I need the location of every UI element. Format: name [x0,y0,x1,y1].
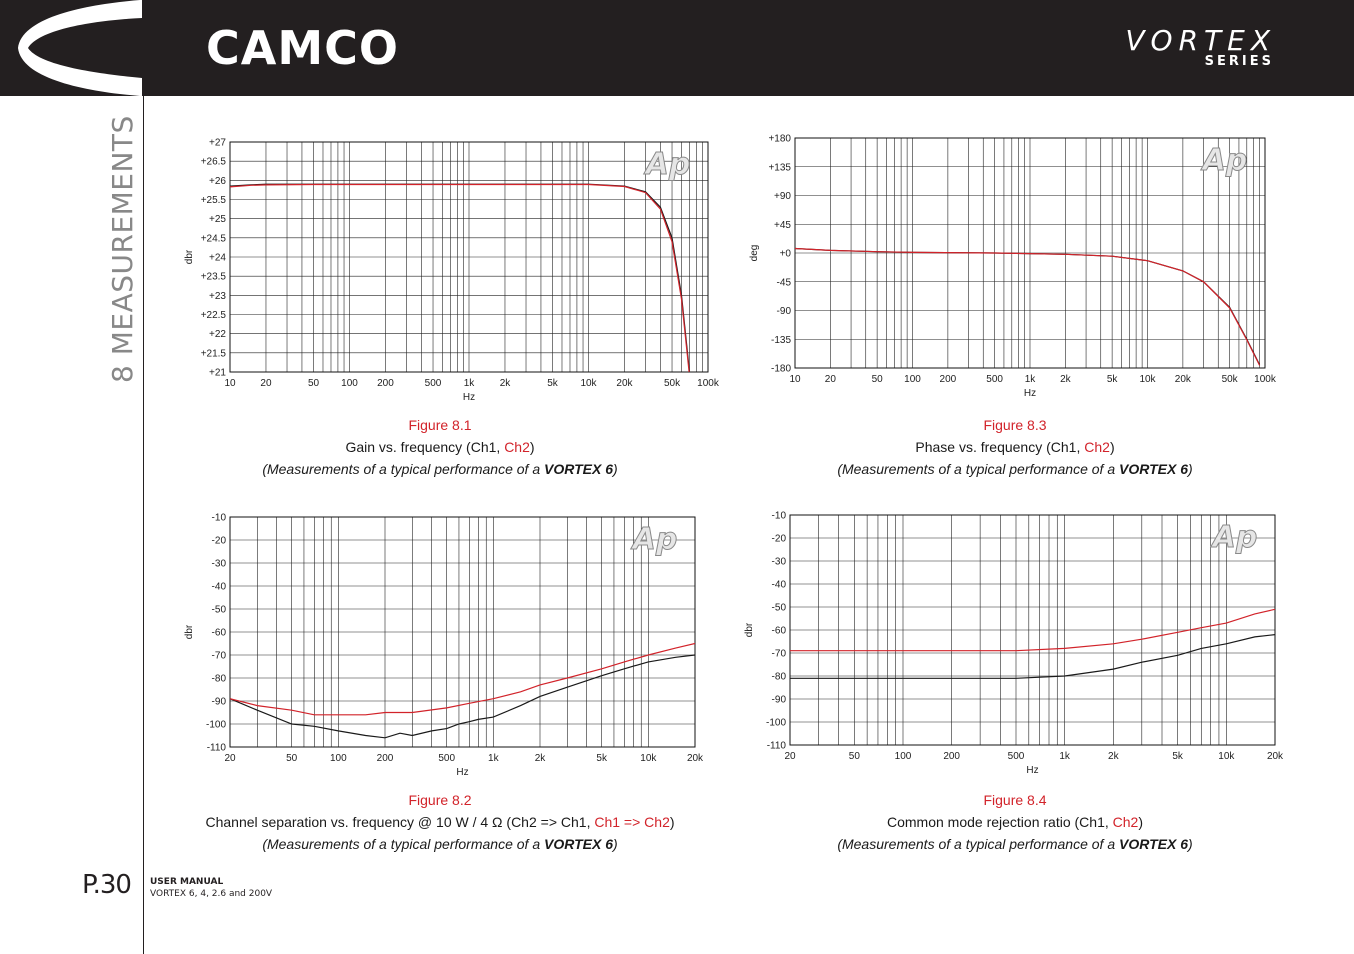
note-end: ) [613,836,618,852]
y-tick-label: -90 [776,306,791,317]
y-tick-label: -50 [771,602,786,614]
x-tick-label: 10 [789,374,801,385]
margin-rule [143,96,144,954]
series-name: VORTEX [1125,24,1276,57]
y-tick-label: -40 [211,581,226,593]
figure-title [755,811,1275,833]
figure-label: Figure 8.4 [983,792,1047,808]
figure-label: Figure 8.2 [408,792,472,808]
y-tick-label: -80 [771,671,786,683]
x-tick-label: 50 [871,374,883,385]
y-tick-label: -135 [770,334,791,346]
note-end: ) [1188,836,1193,852]
chart-channel-separation [180,505,710,780]
title-highlight: Ch2 [1084,439,1110,455]
note-end: ) [1188,461,1193,477]
series-label: SERIES [1204,54,1274,69]
y-tick-label: -70 [211,650,226,662]
x-tick-label: 2k [499,378,511,389]
y-tick-label: -80 [211,673,226,685]
y-tick-label: +26 [209,175,226,187]
note-model: VORTEX 6 [544,461,613,477]
y-tick-label: +23 [209,290,226,302]
y-tick-label: -70 [771,648,786,660]
ap-logo-icon: Ap [1212,520,1258,555]
title-text: Phase vs. frequency (Ch1, [915,439,1085,455]
model-list: VORTEX 6, 4, 2.6 and 200V [150,889,273,899]
figure-note [160,833,720,855]
title-text: Gain vs. frequency (Ch1, [345,439,505,455]
ap-logo-icon: Ap [645,147,691,182]
chart-common-mode-rejection [735,505,1290,780]
ap-logo-icon: Ap [1202,143,1248,178]
x-tick-label: 200 [377,378,394,389]
x-tick-label: 100 [904,374,921,385]
figure-caption-8-3 [755,414,1275,480]
chart-phase-vs-frequency [745,128,1290,405]
x-axis-label: Hz [1026,765,1039,776]
y-tick-label: -45 [776,277,791,289]
x-tick-label: 10k [1139,374,1156,385]
title-highlight: Ch2 [504,439,530,455]
series-line-1 [230,655,695,738]
y-tick-label: +135 [768,162,791,174]
camco-swoosh-icon [0,0,150,96]
title-end: ) [529,439,535,455]
x-tick-label: 20 [824,374,836,385]
brand-logo: CAMCO [206,21,399,75]
ap-logo-icon: Ap [632,522,678,557]
y-tick-label: -100 [765,717,786,729]
x-axis-label: Hz [456,767,469,778]
series-line-1 [790,635,1275,679]
x-tick-label: 5k [547,378,558,389]
x-tick-label: 500 [1007,751,1025,762]
series-line-1 [230,184,690,372]
x-tick-label: 20 [784,751,796,762]
figure-note [755,458,1275,480]
y-tick-label: -10 [771,510,786,522]
page-number: P.30 [82,870,131,900]
y-tick-label: -60 [211,627,226,639]
x-axis-label: Hz [462,392,476,403]
x-tick-label: 100 [341,378,358,389]
y-tick-label: +22 [209,329,226,341]
manual-label: USER MANUAL [150,877,224,887]
x-tick-label: 100k [697,378,719,389]
x-tick-label: 1k [1024,374,1036,385]
x-axis-label: Hz [1023,388,1037,399]
x-tick-label: 100 [894,751,912,762]
title-text: Common mode rejection ratio (Ch1, [886,814,1113,830]
figure-title [180,436,700,458]
figure-note [180,458,700,480]
note-model: VORTEX 6 [1119,836,1188,852]
figure-title [755,436,1275,458]
y-tick-label: -110 [206,742,226,754]
x-tick-label: 50 [307,378,320,389]
x-tick-label: 20k [1174,374,1191,385]
x-tick-label: 10 [224,378,236,389]
y-tick-label: -30 [771,556,786,568]
title-highlight: Ch1 => Ch2 [594,814,670,830]
x-tick-label: 10k [1218,751,1235,762]
y-tick-label: +25.5 [200,195,226,206]
y-tick-label: -10 [211,512,226,524]
figure-label: Figure 8.1 [408,417,472,433]
x-tick-label: 50k [663,378,681,389]
x-tick-label: 5k [1106,374,1118,385]
header-bar [0,0,1354,96]
section-title: 8 MEASUREMENTS [106,115,139,383]
y-axis-label: dbr [184,624,195,640]
y-tick-label: -90 [771,694,786,706]
note-text: (Measurements of a typical performance of a [837,461,1119,477]
figure-caption-8-2 [160,789,720,855]
figure-title [160,811,720,833]
y-tick-label: -90 [211,696,226,708]
x-tick-label: 200 [939,374,957,385]
y-tick-label: +23.5 [200,271,226,283]
y-tick-label: +27 [209,137,226,149]
x-tick-label: 500 [986,374,1003,385]
x-tick-label: 2k [534,753,546,764]
note-text: (Measurements of a typical performance of a [837,836,1119,852]
y-tick-label: -100 [205,719,226,731]
note-end: ) [613,461,618,477]
x-tick-label: 100k [1254,374,1276,385]
x-tick-label: 2k [1060,374,1071,385]
figure-note [755,833,1275,855]
x-tick-label: 500 [438,753,456,764]
title-highlight: Ch2 [1112,814,1139,830]
series-line-2 [795,249,1260,366]
title-text: Channel separation vs. frequency @ 10 W / 4 Ω (Ch2 => Ch1, [205,814,595,830]
y-tick-label: +180 [768,133,791,145]
x-tick-label: 200 [943,751,961,762]
note-text: (Measurements of a typical performance of a [262,461,544,477]
title-end: ) [1109,439,1115,455]
chart-gain-vs-frequency [180,130,720,405]
y-tick-label: +26.5 [200,156,226,168]
x-tick-label: 50 [848,751,860,762]
y-tick-label: -20 [211,535,226,547]
series-line-2 [230,185,690,376]
x-tick-label: 100 [329,753,347,764]
x-tick-label: 10k [580,378,597,389]
figure-caption-8-1 [180,414,700,480]
figure-label: Figure 8.3 [983,417,1047,433]
y-tick-label: +45 [774,219,791,231]
x-tick-label: 50 [286,753,298,764]
x-tick-label: 5k [596,753,607,764]
y-axis-label: deg [749,244,760,262]
y-axis-label: dbr [744,622,755,638]
title-end: ) [1138,814,1143,830]
y-tick-label: -110 [766,740,786,752]
x-tick-label: 50k [1221,374,1238,385]
y-tick-label: +22.5 [200,310,226,321]
note-model: VORTEX 6 [1119,461,1188,477]
y-tick-label: -40 [771,579,786,591]
x-tick-label: 5k [1172,751,1183,762]
y-tick-label: +21.5 [200,348,226,360]
y-tick-label: -180 [770,363,791,375]
y-tick-label: +24 [209,252,226,264]
y-tick-label: -30 [211,558,226,570]
figure-caption-8-4 [755,789,1275,855]
x-tick-label: 1k [1059,751,1070,762]
y-tick-label: +21 [209,367,226,379]
note-model: VORTEX 6 [544,836,613,852]
y-tick-label: +90 [774,191,791,202]
note-text: (Measurements of a typical performance of a [262,836,544,852]
x-tick-label: 200 [376,753,394,764]
series-line-1 [795,249,1260,365]
y-tick-label: +0 [779,248,791,260]
x-tick-label: 500 [424,378,442,389]
x-tick-label: 20k [686,753,704,764]
y-tick-label: -20 [771,533,786,545]
y-tick-label: -60 [771,625,786,637]
y-axis-label: dbr [184,249,195,265]
y-tick-label: +25 [209,214,226,226]
y-tick-label: +24.5 [200,233,226,245]
x-tick-label: 10k [640,753,657,764]
x-tick-label: 20 [224,753,236,764]
title-end: ) [669,814,675,830]
series-line-2 [230,644,695,715]
x-tick-label: 20k [1266,751,1284,762]
x-tick-label: 1k [463,378,475,389]
x-tick-label: 20k [616,378,633,389]
x-tick-label: 2k [1108,751,1119,762]
x-tick-label: 1k [488,753,499,764]
x-tick-label: 20 [260,378,272,389]
y-tick-label: -50 [211,604,226,616]
